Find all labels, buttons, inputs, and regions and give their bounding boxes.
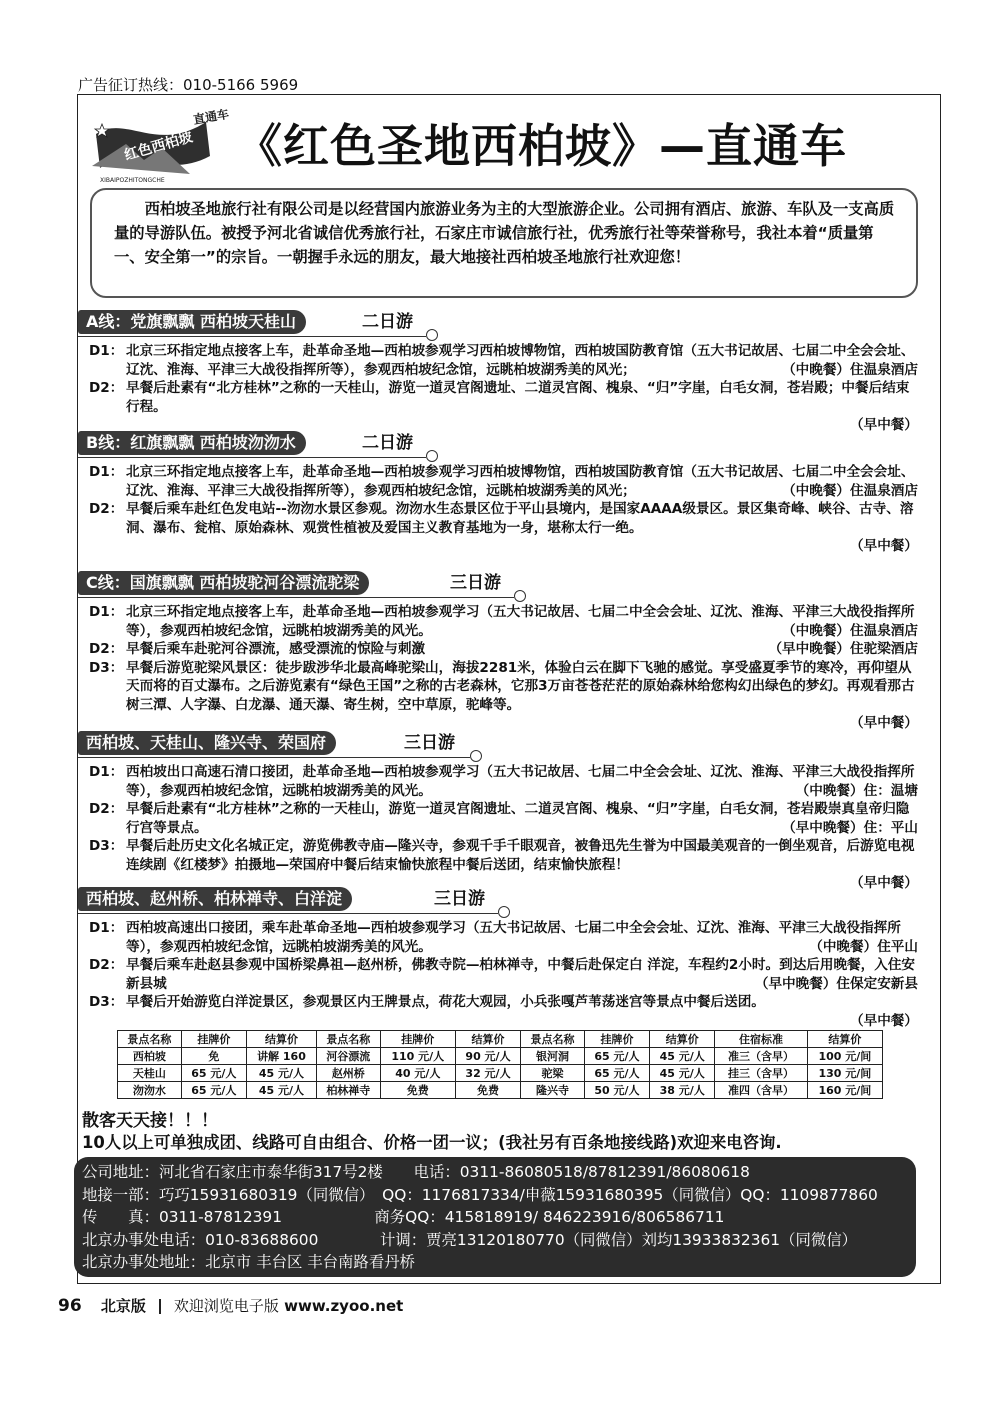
table-cell: 西柏坡: [118, 1048, 182, 1065]
page-title: 《红色圣地西柏坡》—直通车: [236, 119, 847, 173]
contact-row: 北京办事处地址：北京市 丰台区 丰台南路看丹桥: [82, 1253, 415, 1271]
route-itinerary: [78, 603, 928, 733]
table-cell: 65 元/人: [584, 1065, 649, 1082]
table-cell: 90 元/人: [455, 1048, 520, 1065]
day-meal: （早中餐）: [850, 715, 918, 731]
route-days: 三日游: [404, 733, 455, 753]
route-e: [78, 887, 928, 1030]
route-header: [78, 431, 928, 455]
route-header: [78, 887, 928, 911]
route-underline: [78, 757, 470, 758]
table-row: [118, 1082, 883, 1099]
day-label: D1：: [89, 604, 124, 620]
table-cell: 160 元/间: [807, 1082, 882, 1099]
route-underline: [78, 913, 498, 914]
contact-box: [74, 1157, 916, 1277]
route-itinerary: [78, 342, 928, 435]
route-header: [78, 571, 928, 595]
day-text: 早餐后乘车赴红色发电站--沕沕水景区参观。沕沕水生态景区位于平山县境内，是国家AAAA级景区。景区集奇峰、峡谷、古寺、溶洞、瀑布、瓮棺、原始森林、观赏性植被及爱国主义教育基地为一身，堪称太行一绝。: [126, 501, 914, 536]
route-dot-icon: [498, 906, 510, 918]
table-cell: 柏林禅寺: [316, 1082, 380, 1099]
table-header-cell: 结算价: [807, 1031, 882, 1048]
edition-label: 北京版: [100, 1297, 146, 1315]
route-itinerary: [78, 763, 928, 893]
contact-row: 传 真：0311-87812391 商务QQ：415818919/ 846223916/806586711: [82, 1208, 725, 1226]
day-meal: （早中餐）: [850, 538, 918, 554]
page-number: 96: [58, 1296, 82, 1316]
day-text: 北京三环指定地点接客上车，赴革命圣地—西柏坡参观学习（五大书记故居、七届二中全会会址、辽沈、淮海、平津三大战役指挥所等），参观西柏坡纪念馆，远眺柏坡湖秀美的风光。: [126, 604, 915, 639]
table-header-cell: 挂牌价: [584, 1031, 649, 1048]
table-cell: 38 元/人: [650, 1082, 715, 1099]
itinerary-day: [78, 763, 928, 800]
day-text: 西柏坡出口高速石清口接团，赴革命圣地—西柏坡参观学习（五大书记故居、七届二中全会会址、辽沈、淮海、平津三大战役指挥所等），参观西柏坡纪念馆，远眺柏坡湖秀美的风光。: [126, 764, 915, 799]
table-cell: 45 元/人: [246, 1082, 316, 1099]
itinerary-day: [78, 993, 928, 1030]
itinerary-day: [78, 659, 928, 733]
logo-subtext: XIBAIPOZHITONGCHE: [100, 177, 165, 184]
day-label: D2：: [89, 501, 124, 517]
group-note: 10人以上可单独成团、线路可自由组合、价格一团一议；(我社另有百条地接线路)欢迎来电咨询.: [82, 1133, 782, 1152]
day-text: 早餐后赴素有“北方桂林”之称的一天桂山，游览一道灵宫阁遗址、二道灵宫阁、槐泉、“归”字崖，白毛女洞，苍岩殿；中餐后结束行程。: [126, 380, 910, 415]
day-label: D3：: [89, 994, 124, 1010]
day-meal: （中晚餐）住温泉酒店: [782, 622, 918, 639]
day-meal: （中晚餐）住：温塘: [795, 782, 918, 799]
page-footer: [58, 1295, 403, 1316]
route-name: C线：国旗飘飘 西柏坡驼河谷漂流驼梁: [78, 571, 369, 595]
table-header-cell: 挂牌价: [380, 1031, 455, 1048]
brand-logo: [86, 104, 234, 184]
route-underline: [78, 336, 426, 337]
day-text: 早餐后乘车赴赵县参观中国桥梁鼻祖—赵州桥，佛教寺院—柏林禅寺，中餐后赴保定白 洋淀，车程约2小时。到达后用晚餐，入住安新县城: [126, 957, 916, 992]
route-itinerary: [78, 919, 928, 1030]
day-meal: （早中晚餐）住保定安新县: [754, 975, 918, 992]
table-header-cell: 景点名称: [521, 1031, 585, 1048]
logo-tag: 直通车: [192, 106, 230, 127]
route-name: 西柏坡、天桂山、隆兴寺、荣国府: [78, 731, 336, 755]
table-cell: 讲解 160: [246, 1048, 316, 1065]
itinerary-day: [78, 500, 928, 556]
table-cell: 挂三（含早）: [715, 1065, 807, 1082]
itinerary-day: [78, 342, 928, 379]
route-header: [78, 310, 928, 334]
route-header: [78, 731, 928, 755]
table-cell: 免费: [380, 1082, 455, 1099]
ad-hotline: 广告征订热线：010-5166 5969: [78, 76, 299, 94]
table-cell: 免: [181, 1048, 246, 1065]
table-cell: 45 元/人: [246, 1065, 316, 1082]
table-cell: 免费: [455, 1082, 520, 1099]
route-a: [78, 310, 928, 435]
route-underline: [78, 457, 426, 458]
table-cell: 32 元/人: [455, 1065, 520, 1082]
table-cell: 准三（含早）: [715, 1048, 807, 1065]
itinerary-day: [78, 640, 928, 659]
route-name: A线：党旗飘飘 西柏坡天桂山: [78, 310, 306, 334]
day-text: 早餐后赴历史文化名城正定，游览佛教寺庙—隆兴寺，参观千手千眼观音，被鲁迅先生誉为中国最美观音的一倒坐观音，后游览电视连续剧《红楼梦》拍摄地—荣国府中餐后结束愉快旅程中餐后送团，结束愉快旅程！: [126, 838, 915, 873]
table-row: [118, 1065, 883, 1082]
table-cell: 65 元/人: [181, 1082, 246, 1099]
table-cell: 银河洞: [521, 1048, 585, 1065]
table-header-row: [118, 1031, 883, 1048]
company-intro: [90, 188, 918, 298]
itinerary-day: [78, 603, 928, 640]
day-meal: （早中餐）: [850, 875, 918, 891]
day-meal: （早中餐）: [850, 1012, 918, 1029]
price-table: [117, 1030, 883, 1099]
footer-divider: [159, 1299, 161, 1314]
route-d: [78, 731, 928, 893]
day-text: 早餐后赴素有“北方桂林”之称的一天桂山，游览一道灵宫阁遗址、二道灵宫阁、槐泉、“归”字崖，白毛女洞，苍岩殿崇真皇帝归隐行宫等景点。: [126, 801, 910, 836]
table-cell: 45 元/人: [650, 1065, 715, 1082]
table-header-cell: 挂牌价: [181, 1031, 246, 1048]
itinerary-day: [78, 837, 928, 893]
itinerary-day: [78, 463, 928, 500]
day-text: 北京三环指定地点接客上车，赴革命圣地—西柏坡参观学习西柏坡博物馆，西柏坡国防教育馆（五大书记故居、七届二中全会会址、辽沈、淮海、平津三大战役指挥所等），参观西柏坡纪念馆，远眺柏坡湖秀美的风光；: [126, 343, 915, 378]
itinerary-day: [78, 956, 928, 993]
day-text: 早餐后开始游览白洋淀景区，参观景区内王牌景点，荷花大观园，小兵张嘎芦苇荡迷宫等景点中餐后送团。: [126, 994, 765, 1010]
daily-note: 散客天天接！！！: [82, 1111, 218, 1131]
table-header-cell: 住宿标准: [715, 1031, 807, 1048]
day-meal: （早中晚餐）住：平山: [782, 819, 918, 836]
table-cell: 河谷漂流: [316, 1048, 380, 1065]
table-header-cell: 景点名称: [118, 1031, 182, 1048]
day-meal: （中晚餐）住平山: [809, 938, 918, 955]
table-cell: 40 元/人: [380, 1065, 455, 1082]
table-cell: 45 元/人: [650, 1048, 715, 1065]
day-meal: （中晚餐）住温泉酒店: [782, 482, 918, 499]
contact-row: 公司地址：河北省石家庄市泰华街317号2楼 电话：0311-86080518/87812391/86080618: [82, 1163, 750, 1181]
itinerary-day: [78, 919, 928, 956]
route-itinerary: [78, 463, 928, 556]
day-label: D1：: [89, 764, 124, 780]
route-dot-icon: [514, 590, 526, 602]
itinerary-day: [78, 379, 928, 435]
route-underline: [78, 597, 514, 598]
table-cell: 65 元/人: [181, 1065, 246, 1082]
table-row: [118, 1048, 883, 1065]
table-cell: 赵州桥: [316, 1065, 380, 1082]
flag-logo-icon: [86, 104, 234, 184]
route-days: 三日游: [450, 573, 501, 593]
day-label: D2：: [89, 641, 124, 657]
table-header-cell: 结算价: [650, 1031, 715, 1048]
day-label: D3：: [89, 838, 124, 854]
contact-row: 地接一部：巧巧15931680319（同微信） QQ：1176817334/申薇15931680395（同微信）QQ：1109877860: [82, 1185, 878, 1204]
table-header-cell: 结算价: [246, 1031, 316, 1048]
route-dot-icon: [470, 750, 482, 762]
day-meal: （中晚餐）住温泉酒店: [782, 361, 918, 378]
table-cell: 隆兴寺: [521, 1082, 585, 1099]
table-cell: 驼梁: [521, 1065, 585, 1082]
route-b: [78, 431, 928, 556]
day-meal: （早中餐）: [850, 417, 918, 433]
intro-text: 西柏坡圣地旅行社有限公司是以经营国内旅游业务为主的大型旅游企业。公司拥有酒店、旅游、车队及一支高质量的导游队伍。被授予河北省诚信优秀旅行社，石家庄市诚信旅行社，优秀旅行社等荣誉称号，我社本着“质量第一、安全第一”的宗旨。一朝握手永远的朋友，最大地接社西柏坡圣地旅行社欢迎您！: [114, 200, 895, 266]
day-label: D3：: [89, 659, 124, 676]
table-cell: 沕沕水: [118, 1082, 182, 1099]
table-cell: 130 元/间: [807, 1065, 882, 1082]
itinerary-day: [78, 800, 928, 837]
table-header-cell: 景点名称: [316, 1031, 380, 1048]
route-name: 西柏坡、赵州桥、柏林禅寺、白洋淀: [78, 887, 352, 911]
day-label: D2：: [89, 957, 124, 973]
route-name: B线：红旗飘飘 西柏坡沕沕水: [78, 431, 306, 455]
table-cell: 110 元/人: [380, 1048, 455, 1065]
table-cell: 准四（含早）: [715, 1082, 807, 1099]
day-meal: （早中晚餐）住驼梁酒店: [768, 641, 918, 657]
day-label: D1：: [89, 920, 124, 936]
day-text: 西柏坡高速出口接团，乘车赴革命圣地—西柏坡参观学习（五大书记故居、七届二中全会会址、辽沈、淮海、平津三大战役指挥所等），参观西柏坡纪念馆，远眺柏坡湖秀美的风光。: [126, 920, 901, 955]
table-cell: 50 元/人: [584, 1082, 649, 1099]
route-days: 二日游: [362, 312, 413, 332]
logo-text: 红色西柏坡: [122, 129, 195, 164]
table-header-cell: 结算价: [455, 1031, 520, 1048]
table-cell: 65 元/人: [584, 1048, 649, 1065]
day-text: 北京三环指定地点接客上车，赴革命圣地—西柏坡参观学习西柏坡博物馆，西柏坡国防教育馆（五大书记故居、七届二中全会会址、辽沈、淮海、平津三大战役指挥所等），参观西柏坡纪念馆，远眺柏坡湖秀美的风光；: [126, 464, 915, 499]
contact-row: 北京办事处电话：010-83688600 计调：贾亮13120180770（同微信）刘均13933832361（同微信）: [82, 1230, 858, 1249]
day-text: 早餐后乘车赴驼河谷漂流，感受漂流的惊险与刺激: [126, 641, 426, 657]
table-cell: 100 元/间: [807, 1048, 882, 1065]
day-label: D2：: [89, 380, 124, 396]
route-dot-icon: [426, 329, 438, 341]
route-days: 二日游: [362, 433, 413, 453]
table-cell: 天桂山: [118, 1065, 182, 1082]
route-c: [78, 571, 928, 733]
day-text: 早餐后游览驼梁风景区：徒步跋涉华北最高峰驼梁山，海拔2281米，体验白云在脚下飞驰的感觉。享受盛夏季节的寒冷，再仰望从天而将的百丈瀑布。之后游览素有“绿色王国”之称的古老森林，它那3万亩苍苍茫茫的原始森林给您构幻出绿色的梦幻。再观看那古树三潭、人字瀑、白龙瀑、通天瀑、寄生树，空中草原，驼峰等。: [126, 659, 915, 713]
website-link[interactable]: www.zyoo.net: [284, 1297, 404, 1315]
route-dot-icon: [426, 450, 438, 462]
welcome-text: 欢迎浏览电子版: [173, 1297, 279, 1315]
route-days: 三日游: [434, 889, 485, 909]
day-label: D2：: [89, 801, 124, 817]
day-label: D1：: [89, 464, 124, 480]
day-label: D1：: [89, 343, 124, 359]
